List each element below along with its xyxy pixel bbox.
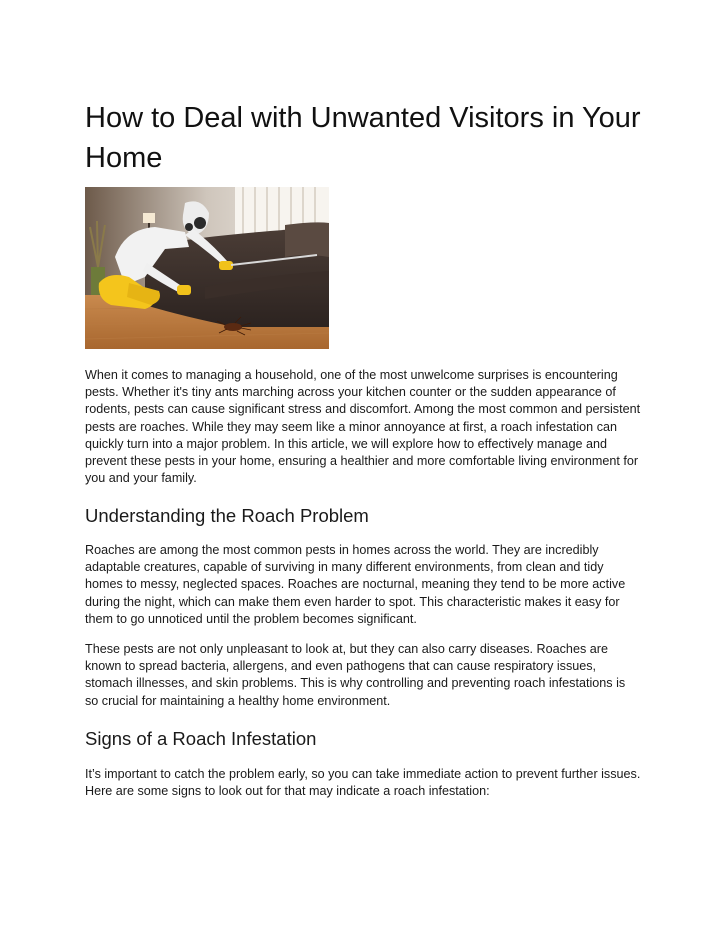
- section-paragraph: It’s important to catch the problem early, so you can take immediate action to prevent further issues. Here are some signs to look out for that may indicate a roach infestation:: [85, 767, 641, 799]
- section-heading: Understanding the Roach Problem: [85, 505, 369, 526]
- section-paragraph: Roaches are among the most common pests in homes across the world. They are incredibly adaptable creatures, capable of surviving in many different environments, from clean and tidy homes to messy, neglected spaces. Roaches are nocturnal, meaning they tend to be more active during the night, which can make them even harder to spot. This characteristic makes it easy for them to go unnoticed until the problem becomes significant.: [85, 543, 626, 626]
- page-title: How to Deal with Unwanted Visitors in Your Home: [85, 102, 641, 174]
- section-paragraph: These pests are not only unpleasant to look at, but they can also carry diseases. Roaches are known to spread bacteria, allergens, and even pathogens that can cause respiratory issues, stomach illnesses, and skin problems. This is why controlling and preventing roach infestations is so crucial for maintaining a healthy home environment.: [85, 642, 626, 708]
- pest-control-image: [85, 187, 329, 349]
- intro-paragraph: When it comes to managing a household, one of the most unwelcome surprises is encountering pests. Whether it's tiny ants marching across your kitchen counter or the sudden appearance of rodents, pests can cause significant stress and discomfort. Among the most common and persistent pests are roaches. While they may seem like a minor annoyance at first, a roach infestation can quickly turn into a major problem. In this article, we will explore how to effectively manage and prevent these pests in your home, ensuring a healthier and more comfortable living environment for you and your family.: [85, 368, 641, 486]
- section-heading: Signs of a Roach Infestation: [85, 728, 317, 749]
